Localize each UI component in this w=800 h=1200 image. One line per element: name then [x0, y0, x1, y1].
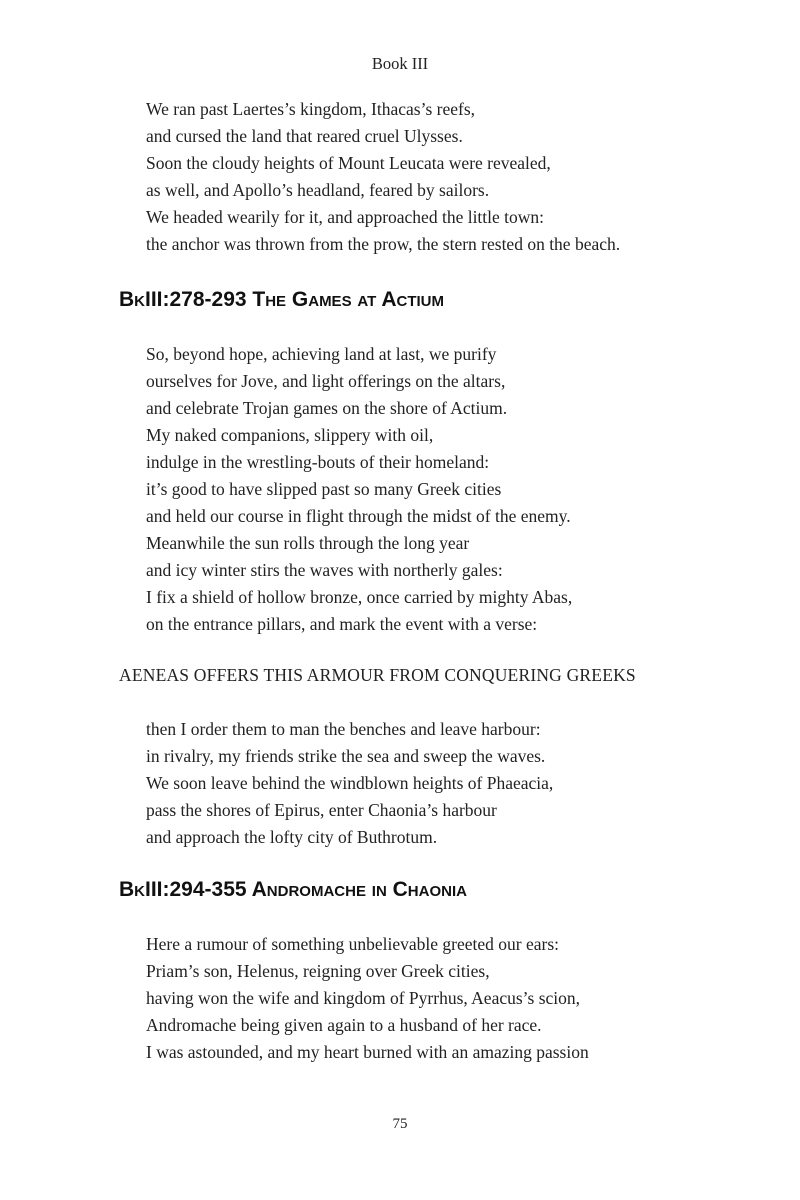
- verse-line: We soon leave behind the windblown heights of Phaeacia,: [146, 773, 554, 793]
- running-head: Book III: [371, 54, 429, 73]
- verse-stanza-3: [146, 716, 553, 851]
- verse-line: Soon the cloudy heights of Mount Leucata were revealed,: [146, 153, 551, 173]
- verse-line: the anchor was thrown from the prow, the stern rested on the beach.: [146, 234, 621, 254]
- verse-line: on the entrance pillars, and mark the event with a verse:: [146, 614, 538, 634]
- verse-line: as well, and Apollo’s headland, feared by sailors.: [146, 180, 490, 200]
- verse-line: ourselves for Jove, and light offerings on the altars,: [146, 371, 506, 391]
- verse-line: having won the wife and kingdom of Pyrrhus, Aeacus’s scion,: [146, 988, 581, 1008]
- verse-line: Andromache being given again to a husband of her race.: [146, 1015, 542, 1035]
- verse-stanza-1: [146, 96, 620, 258]
- verse-line: My naked companions, slippery with oil,: [146, 425, 434, 445]
- verse-line: Meanwhile the sun rolls through the long year: [146, 533, 470, 553]
- page-number: 75: [392, 1116, 408, 1132]
- verse-line: in rivalry, my friends strike the sea and sweep the waves.: [146, 746, 546, 766]
- verse-line: and icy winter stirs the waves with northerly gales:: [146, 560, 503, 580]
- verse-line: and cursed the land that reared cruel Ulysses.: [146, 126, 463, 146]
- verse-line: We headed wearily for it, and approached the little town:: [146, 207, 545, 227]
- verse-line: and held our course in flight through the midst of the enemy.: [146, 506, 571, 526]
- verse-line: then I order them to man the benches and leave harbour:: [146, 719, 541, 739]
- verse-line: So, beyond hope, achieving land at last, we purify: [146, 344, 497, 364]
- verse-line: indulge in the wrestling-bouts of their homeland:: [146, 452, 490, 472]
- verse-line: and approach the lofty city of Buthrotum.: [146, 827, 438, 847]
- verse-line: and celebrate Trojan games on the shore of Actium.: [146, 398, 508, 418]
- verse-line: I was astounded, and my heart burned with an amazing passion: [146, 1042, 589, 1062]
- verse-stanza-4: [146, 931, 589, 1066]
- verse-line: it’s good to have slipped past so many Greek cities: [146, 479, 502, 499]
- verse-stanza-2: [146, 341, 572, 638]
- inscription: AENEAS OFFERS THIS ARMOUR FROM CONQUERING GREEKS: [119, 665, 636, 685]
- verse-line: Priam’s son, Helenus, reigning over Greek cities,: [146, 961, 490, 981]
- section-heading-andromache-in-chaonia: BkIII:294-355 Andromache in Chaonia: [119, 878, 467, 901]
- verse-line: pass the shores of Epirus, enter Chaonia’s harbour: [146, 800, 497, 820]
- section-heading-games-at-actium: BkIII:278-293 The Games at Actium: [119, 288, 444, 311]
- verse-line: Here a rumour of something unbelievable greeted our ears:: [146, 934, 560, 954]
- verse-line: I fix a shield of hollow bronze, once carried by mighty Abas,: [146, 587, 573, 607]
- verse-line: We ran past Laertes’s kingdom, Ithacas’s reefs,: [146, 99, 476, 119]
